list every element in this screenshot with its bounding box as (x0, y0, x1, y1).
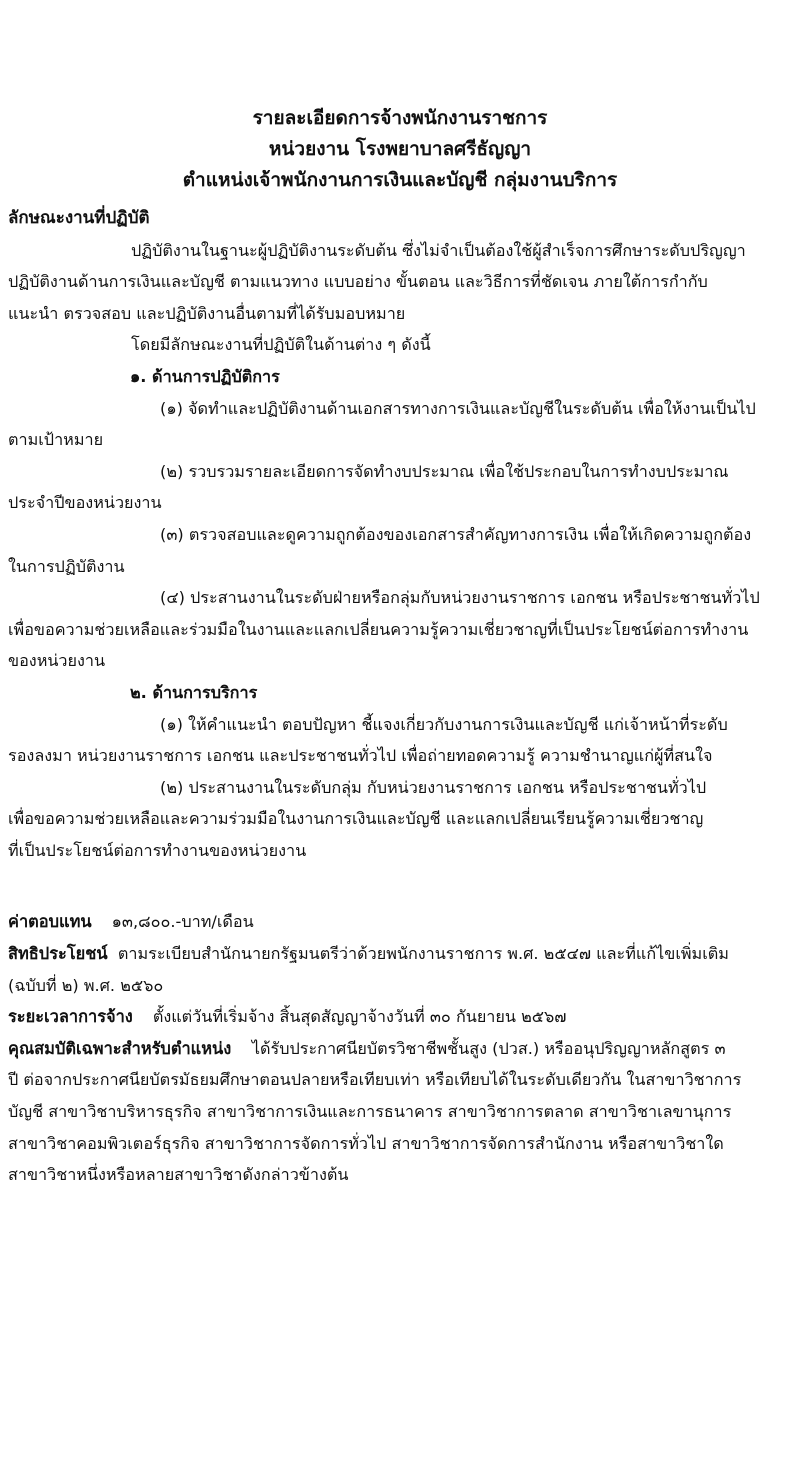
benefit-value-cont: (ฉบับที่ ๒) พ.ศ. ๒๕๖๐ (8, 975, 164, 995)
section-1-item-cont: ประจำปีของหน่วยงาน (8, 493, 162, 513)
document-body (8, 203, 792, 1191)
section-1-heading: ๑. ด้านการปฏิบัติการ (130, 366, 280, 386)
qualification-label: คุณสมบัติเฉพาะสำหรับตำแหน่ง (8, 1038, 232, 1058)
benefit-label: สิทธิประโยชน์ (8, 944, 108, 964)
section-1-item: (๔) ประสานงานในระดับฝ่ายหรือกลุ่มกับหน่วยงานราชการ เอกชน หรือประชาชนทั่วไป (160, 588, 760, 608)
duties-intro-line: โดยมีลักษณะงานที่ปฏิบัติในด้านต่าง ๆ ดังนี้ (131, 335, 431, 355)
section-2-item-cont: รองลงมา หน่วยงานราชการ เอกชน และประชาชนทั่วไป เพื่อถ่ายทอดความรู้ ความชำนาญแก่ผู้ที่สนใจ (8, 746, 713, 766)
period-label: ระยะเวลาการจ้าง (8, 1007, 133, 1027)
section-1-item-cont: เพื่อขอความช่วยเหลือและร่วมมือในงานและแลกเปลี่ยนความรู้ความเชี่ยวชาญที่เป็นประโยชน์ต่อการทำงาน (8, 619, 749, 639)
section-1-item-cont: ตามเป้าหมาย (8, 430, 104, 450)
section-1-item: (๑) จัดทำและปฏิบัติงานด้านเอกสารทางการเงินและบัญชีในระดับต้น เพื่อให้งานเป็นไป (160, 398, 756, 418)
title-line-3: ตำแหน่งเจ้าพนักงานการเงินและบัญชี กลุ่มงานบริการ (182, 169, 618, 191)
section-1-item: (๒) รวบรวมรายละเอียดการจัดทำงบประมาณ เพื่อใช้ประกอบในการทำงบประมาณ (160, 461, 729, 481)
document-title (0, 103, 800, 196)
pay-label: ค่าตอบแทน (8, 912, 92, 932)
pay-value: ๑๓,๘๐๐.-บาท/เดือน (111, 912, 254, 932)
section-2-item: (๑) ให้คำแนะนำ ตอบปัญหา ชี้แจงเกี่ยวกับงานการเงินและบัญชี แก่เจ้าหน้าที่ระดับ (160, 714, 728, 734)
title-line-2: หน่วยงาน โรงพยาบาลศรีธัญญา (268, 138, 532, 160)
qualification-cont: สาขาวิชาหนึ่งหรือหลายสาขาวิชาดังกล่าวข้างต้น (8, 1165, 349, 1185)
title-line-1: รายละเอียดการจ้างพนักงานราชการ (252, 107, 548, 129)
qualification-cont: บัญชี สาขาวิชาบริหารธุรกิจ สาขาวิชาการเงินและการธนาคาร สาขาวิชาการตลาด สาขาวิชาเลขานุการ (8, 1102, 732, 1122)
period-value: ตั้งแต่วันที่เริ่มจ้าง สิ้นสุดสัญญาจ้างวันที่ ๓๐ กันยายน ๒๕๖๗ (152, 1007, 567, 1027)
spacer (8, 866, 792, 906)
section-1-item-cont: ในการปฏิบัติงาน (8, 556, 125, 576)
duties-intro-line: แนะนำ ตรวจสอบ และปฏิบัติงานอื่นตามที่ได้รับมอบหมาย (8, 303, 406, 323)
qualification-row (8, 1033, 792, 1065)
section-2-item-cont: ที่เป็นประโยชน์ต่อการทำงานของหน่วยงาน (8, 840, 307, 860)
duties-intro-line: ปฏิบัติงานด้านการเงินและบัญชี ตามแนวทาง แบบอย่าง ขั้นตอน และวิธีการที่ชัดเจน ภายใต้การกำกับ (8, 272, 708, 292)
pay-row (8, 906, 792, 938)
benefit-value: ตามระเบียบสำนักนายกรัฐมนตรีว่าด้วยพนักงานราชการ พ.ศ. ๒๕๔๗ และที่แก้ไขเพิ่มเติม (117, 944, 729, 964)
section-2-item-cont: เพื่อขอความช่วยเหลือและความร่วมมือในงานการเงินและบัญชี และแลกเปลี่ยนเรียนรู้ความเชี่ยวชาญ (8, 809, 704, 829)
benefit-row (8, 938, 792, 970)
qualification-cont: ปี ต่อจากประกาศนียบัตรมัธยมศึกษาตอนปลายหรือเทียบเท่า หรือเทียบได้ในระดับเดียวกัน ในสาขาวิชาการ (8, 1070, 742, 1090)
qualification-cont: สาขาวิชาคอมพิวเตอร์ธุรกิจ สาขาวิชาการจัดการทั่วไป สาขาวิชาการจัดการสำนักงาน หรือสาขาวิชาใด (8, 1133, 724, 1153)
qualification-value: ได้รับประกาศนียบัตรวิชาชีพชั้นสูง (ปวส.) หรืออนุปริญญาหลักสูตร ๓ (251, 1038, 726, 1058)
section-2-heading: ๒. ด้านการบริการ (130, 682, 258, 702)
duties-heading: ลักษณะงานที่ปฏิบัติ (8, 208, 150, 228)
period-row (8, 1001, 792, 1033)
section-1-item-cont: ของหน่วยงาน (8, 651, 106, 671)
section-2-item: (๒) ประสานงานในระดับกลุ่ม กับหน่วยงานราชการ เอกชน หรือประชาชนทั่วไป (160, 777, 707, 797)
section-1-item: (๓) ตรวจสอบและดูความถูกต้องของเอกสารสำคัญทางการเงิน เพื่อให้เกิดความถูกต้อง (160, 524, 752, 544)
duties-intro-line: ปฏิบัติงานในฐานะผู้ปฏิบัติงานระดับต้น ซึ่งไม่จำเป็นต้องใช้ผู้สำเร็จการศึกษาระดับปริญญา (131, 240, 746, 260)
